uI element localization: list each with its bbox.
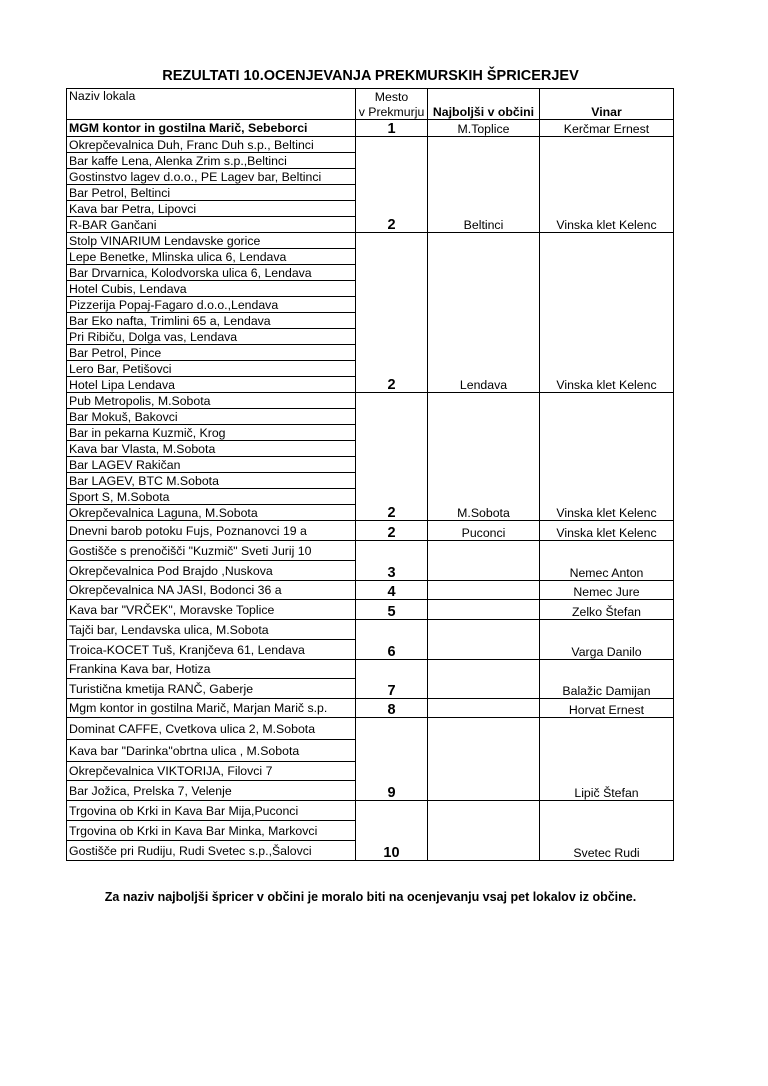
venue-name: Pri Ribiču, Dolga vas, Lendava bbox=[67, 329, 356, 345]
table-row bbox=[67, 233, 674, 249]
table-row bbox=[67, 620, 674, 640]
rank-cell: 5 bbox=[356, 600, 428, 620]
table-row bbox=[67, 137, 674, 153]
vinar-cell: Vinska klet Kelenc bbox=[540, 137, 674, 233]
results-table bbox=[66, 88, 674, 861]
venue-name: Kava bar Vlasta, M.Sobota bbox=[67, 441, 356, 457]
vinar-cell: Nemec Anton bbox=[540, 541, 674, 581]
venue-name: Bar Mokuš, Bakovci bbox=[67, 409, 356, 425]
venue-name: Trgovina ob Krki in Kava Bar Mija,Puconci bbox=[67, 801, 356, 821]
venue-name: Dominat CAFFE, Cvetkova ulica 2, M.Sobota bbox=[67, 718, 356, 740]
rank-cell: 2 bbox=[356, 393, 428, 521]
rank-cell: 2 bbox=[356, 233, 428, 393]
municipality-cell: Lendava bbox=[428, 233, 540, 393]
table-row bbox=[67, 660, 674, 679]
rank-cell: 8 bbox=[356, 699, 428, 718]
municipality-cell bbox=[428, 581, 540, 600]
venue-name: Bar Drvarnica, Kolodvorska ulica 6, Lendava bbox=[67, 265, 356, 281]
venue-name: Pub Metropolis, M.Sobota bbox=[67, 393, 356, 409]
municipality-cell bbox=[428, 718, 540, 801]
vinar-cell: Varga Danilo bbox=[540, 620, 674, 660]
page-title: REZULTATI 10.OCENJEVANJA PREKMURSKIH ŠPRICERJEV bbox=[162, 68, 579, 84]
municipality-cell bbox=[428, 600, 540, 620]
venue-name: Kava bar Petra, Lipovci bbox=[67, 201, 356, 217]
header-municipality: Najboljši v občini bbox=[428, 89, 540, 120]
municipality-cell bbox=[428, 699, 540, 718]
venue-name: Troica-KOCET Tuš, Kranjčeva 61, Lendava bbox=[67, 640, 356, 660]
venue-name: Lepe Benetke, Mlinska ulica 6, Lendava bbox=[67, 249, 356, 265]
municipality-cell bbox=[428, 620, 540, 660]
venue-name: Tajči bar, Lendavska ulica, M.Sobota bbox=[67, 620, 356, 640]
results-table-body bbox=[67, 89, 674, 861]
vinar-cell: Svetec Rudi bbox=[540, 801, 674, 861]
vinar-cell: Zelko Štefan bbox=[540, 600, 674, 620]
header-rank-line1: Mesto bbox=[356, 89, 428, 105]
vinar-cell: Kerčmar Ernest bbox=[540, 120, 674, 137]
table-row bbox=[67, 801, 674, 821]
rank-cell: 4 bbox=[356, 581, 428, 600]
venue-name: R-BAR Gančani bbox=[67, 217, 356, 233]
rank-cell: 6 bbox=[356, 620, 428, 660]
venue-name: Kava bar "VRČEK", Moravske Toplice bbox=[67, 600, 356, 620]
venue-name: Kava bar "Darinka"obrtna ulica , M.Sobota bbox=[67, 740, 356, 762]
venue-name: Lero Bar, Petišovci bbox=[67, 361, 356, 377]
venue-name: Sport S, M.Sobota bbox=[67, 489, 356, 505]
venue-name: Gostišče pri Rudiju, Rudi Svetec s.p.,Šalovci bbox=[67, 841, 356, 861]
venue-name: Hotel Cubis, Lendava bbox=[67, 281, 356, 297]
municipality-cell: M.Sobota bbox=[428, 393, 540, 521]
venue-name: Bar Jožica, Prelska 7, Velenje bbox=[67, 781, 356, 801]
venue-name: Stolp VINARIUM Lendavske gorice bbox=[67, 233, 356, 249]
venue-name: Mgm kontor in gostilna Marič, Marjan Marič s.p. bbox=[67, 699, 356, 718]
table-row bbox=[67, 600, 674, 620]
venue-name: Bar Eko nafta, Trimlini 65 a, Lendava bbox=[67, 313, 356, 329]
rank-cell: 10 bbox=[356, 801, 428, 861]
vinar-cell: Vinska klet Kelenc bbox=[540, 521, 674, 541]
rank-cell: 1 bbox=[356, 120, 428, 137]
venue-name: Gostišče s prenočišči "Kuzmič" Sveti Jurij 10 bbox=[67, 541, 356, 561]
municipality-cell bbox=[428, 541, 540, 581]
venue-name: Turistična kmetija RANČ, Gaberje bbox=[67, 679, 356, 699]
rank-cell: 2 bbox=[356, 521, 428, 541]
rank-cell: 2 bbox=[356, 137, 428, 233]
rank-cell: 9 bbox=[356, 718, 428, 801]
rank-cell: 3 bbox=[356, 541, 428, 581]
venue-name: Frankina Kava bar, Hotiza bbox=[67, 660, 356, 679]
venue-name: MGM kontor in gostilna Marič, Sebeborci bbox=[67, 120, 356, 137]
venue-name: Trgovina ob Krki in Kava Bar Minka, Markovci bbox=[67, 821, 356, 841]
vinar-cell: Balažic Damijan bbox=[540, 660, 674, 699]
venue-name: Okrepčevalnica Pod Brajdo ,Nuskova bbox=[67, 561, 356, 581]
vinar-cell: Horvat Ernest bbox=[540, 699, 674, 718]
venue-name: Bar kaffe Lena, Alenka Zrim s.p.,Beltinci bbox=[67, 153, 356, 169]
table-row bbox=[67, 521, 674, 541]
header-row-1 bbox=[67, 89, 674, 105]
venue-name: Okrepčevalnica VIKTORIJA, Filovci 7 bbox=[67, 762, 356, 781]
venue-name: Okrepčevalnica Duh, Franc Duh s.p., Beltinci bbox=[67, 137, 356, 153]
venue-name: Okrepčevalnica Laguna, M.Sobota bbox=[67, 505, 356, 521]
vinar-cell: Nemec Jure bbox=[540, 581, 674, 600]
table-row bbox=[67, 120, 674, 137]
municipality-cell: Puconci bbox=[428, 521, 540, 541]
venue-name: Hotel Lipa Lendava bbox=[67, 377, 356, 393]
venue-name: Bar in pekarna Kuzmič, Krog bbox=[67, 425, 356, 441]
venue-name: Pizzerija Popaj-Fagaro d.o.o.,Lendava bbox=[67, 297, 356, 313]
venue-name: Bar LAGEV Rakičan bbox=[67, 457, 356, 473]
venue-name: Gostinstvo lagev d.o.o., PE Lagev bar, Beltinci bbox=[67, 169, 356, 185]
header-rank-line2: v Prekmurju bbox=[356, 104, 428, 120]
venue-name: Dnevni barob potoku Fujs, Poznanovci 19 a bbox=[67, 521, 356, 541]
table-row bbox=[67, 718, 674, 740]
vinar-cell: Lipič Štefan bbox=[540, 718, 674, 801]
municipality-cell bbox=[428, 660, 540, 699]
table-row bbox=[67, 393, 674, 409]
table-row bbox=[67, 699, 674, 718]
municipality-cell bbox=[428, 801, 540, 861]
table-row bbox=[67, 581, 674, 600]
header-name: Naziv lokala bbox=[67, 89, 356, 120]
venue-name: Okrepčevalnica NA JASI, Bodonci 36 a bbox=[67, 581, 356, 600]
vinar-cell: Vinska klet Kelenc bbox=[540, 393, 674, 521]
municipality-cell: M.Toplice bbox=[428, 120, 540, 137]
header-vinar: Vinar bbox=[540, 89, 674, 120]
vinar-cell: Vinska klet Kelenc bbox=[540, 233, 674, 393]
venue-name: Bar LAGEV, BTC M.Sobota bbox=[67, 473, 356, 489]
footnote: Za naziv najboljši špricer v občini je moralo biti na ocenjevanju vsaj pet lokalov iz občine. bbox=[104, 890, 637, 904]
venue-name: Bar Petrol, Pince bbox=[67, 345, 356, 361]
municipality-cell: Beltinci bbox=[428, 137, 540, 233]
venue-name: Bar Petrol, Beltinci bbox=[67, 185, 356, 201]
table-row bbox=[67, 541, 674, 561]
rank-cell: 7 bbox=[356, 660, 428, 699]
